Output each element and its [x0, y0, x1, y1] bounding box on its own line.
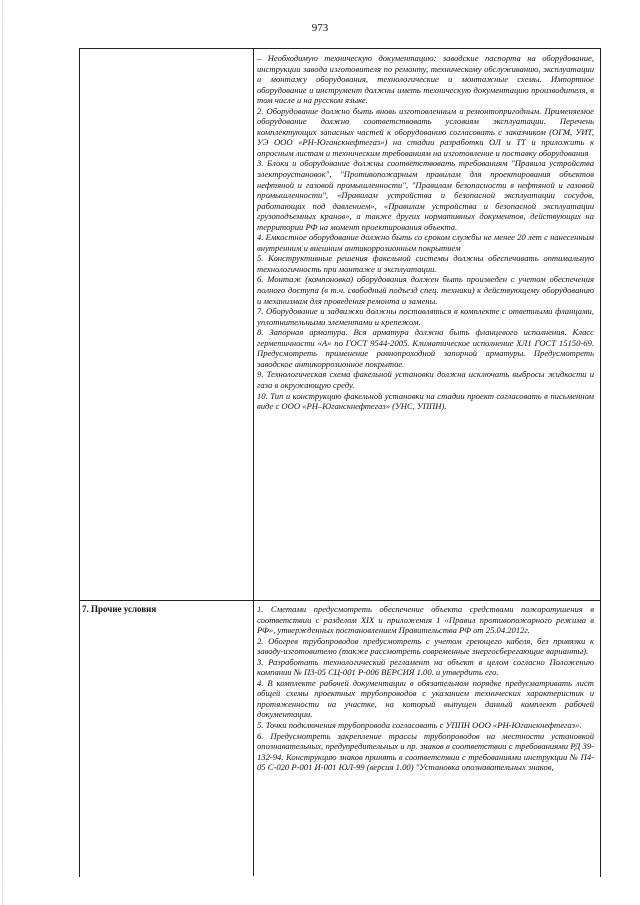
table-row-equipment-requirements: [257, 53, 594, 412]
paragraph-4: 4. В комплекте рабочей документации в обязательном порядке предусматривать лист общей схемы проектных трубопроводов с указанием технических характеристик и протяженности на участке, на который выпущен данный комплект рабочей документации.: [257, 677, 594, 720]
paragraph-6: 6. Монтаж (компоновка) оборудования должен быть произведен с учетом обеспечения полного доступа (в т.ч. свободный подъезд спец. техники) к действующему оборудованию и механизмам для проведения ремонта и замены.: [257, 274, 594, 306]
scan-edge: [2, 0, 3, 905]
paragraph-7: 7. Оборудование и задвижки должны поставляться в комплекте с ответными фланцами, уплотнительными элементами и крепежом.: [257, 306, 594, 327]
paragraph-2: 2. Оборудование должно быть вновь изготовленным и ремонтопригодным. Применяемое оборудование должно соответствовать условиям эксплуатации. Перечень комплектующих запасных частей к оборудованию согласовать с заказчиком (ОГМ, УИТ, УЭ ООО «РН-Юганскнефтегаз») на стадии разработки ОЛ и ТТ и приложить к опросным листам и техническим требованиям на изготовление и поставку оборудования: [257, 105, 594, 158]
row-label-other-conditions: 7. Прочие условия: [82, 604, 157, 614]
paragraph-3: 3. Разработать технологический регламент на объект в целом согласно Положению компании № П3-05 СЦ-001 Р-006 ВЕРСИЯ 1.00. и утвердить его.: [257, 656, 594, 678]
paragraph-8: 8. Запорная арматура. Вся арматура должна быть фланцевого исполнения. Класс герметичности «А» по ГОСТ 9544-2005. Климатическое исполнение ХЛ1 ГОСТ 15150-69. Предусмотреть применение равнопроходной запорной арматуры. Предусмотреть заводское антикоррозионное покрытие.: [257, 327, 594, 369]
paragraph-4: 4. Емкостное оборудование должно быть со сроком службы не менее 20 лет с нанесенным внутренним и внешним антикоррозионным покрытием: [257, 232, 594, 253]
paragraph-3: 3. Блоки и оборудование должны соответствовать требованиям "Правила устройства электроустановок", "Противопожарным правилам для проектирования объектов нефтяной и газовой промышленности", "Правилам безопасности в нефтяной и газовой промышленности", «Правилам устройства и безопасной эксплуатации сосудов, работающих под давлением», «Правилам устройства и безопасной эксплуатации грузоподъемных кранов», а также других нормативных документов, действующих на территории РФ на момент проектирования объекта.: [257, 158, 594, 232]
paragraph-6: 6. Предусмотреть закрепление трассы трубопроводов на местности установкой опознавательных, предупредительных и пр. знаков в соответствии с требованиями РД 39-132-94. Конструкцию знаков принять в соответствии с требованиями инструкции № П4-05 С-020 Р-001 И-001 ЮЛ-99 (версия 1.00) "Установка опознавательных знаков,: [257, 730, 594, 773]
table-column-divider: [253, 48, 254, 876]
paragraph-9: 9. Технологическая схема факельной установки должна исключать выбросы жидкости и газа в окружающую среду.: [257, 369, 594, 390]
table-row-divider: [79, 600, 600, 601]
table-row-other-conditions: [257, 604, 594, 773]
paragraph-2: 2. Обогрев трубопроводов предусмотреть с учетом греющего кабеля, без привязки к заводу-изготовителю (также рассмотреть современные энергосберегающие варианты).: [257, 635, 594, 657]
paragraph-documentation: – Необходимую техническую документацию: заводские паспорта на оборудование, инструкции завода изготовителя по ремонту, техническому обслуживанию, эксплуатации и монтажу оборудования, технологические и монтажные схемы. Импортное оборудование и инструмент должны иметь техническую документацию производителя, в том числе и на русском языке.: [257, 53, 594, 106]
page-number: 973: [311, 22, 329, 34]
paragraph-5: 5. Конструктивные решения факельной системы должны обеспечивать оптимальную технологичность при монтаже и эксплуатации.: [257, 253, 594, 274]
paragraph-1: 1. Сметами предусмотреть обеспечение объекта средствами пожаротушения в соответствии с разделом XIX и приложения 1 «Правил противопожарного режима в РФ», утвержденных постановлением Правительства РФ от 25.04.2012г.: [257, 604, 594, 636]
paragraph-10: 10. Тип и конструкцию факельной установки на стадии проект согласовать в письменном виде с ООО «РН–Юганскнефтегаз» (УНС, УППН).: [257, 390, 594, 412]
paragraph-5: 5. Точки подключения трубопровода согласовать с УППН ООО «РН-Юганскнефтегаз».: [257, 720, 582, 731]
